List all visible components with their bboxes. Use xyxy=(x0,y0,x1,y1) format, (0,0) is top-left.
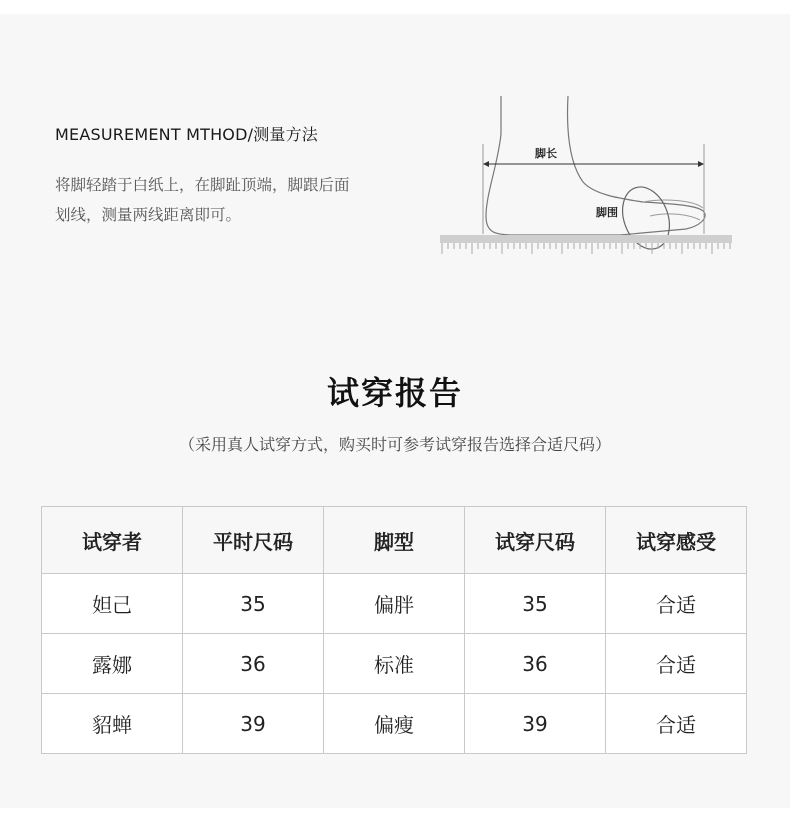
length-arrow-right xyxy=(698,161,704,167)
cell-foot-type: 偏胖 xyxy=(324,574,465,634)
foot-measurement-diagram xyxy=(438,94,738,262)
measurement-description-line: 将脚轻踏于白纸上，在脚趾顶端，脚跟后面 xyxy=(55,176,350,194)
column-header-usual-size: 平时尺码 xyxy=(183,507,324,574)
column-header-feeling: 试穿感受 xyxy=(606,507,747,574)
cell-feeling: 合适 xyxy=(606,634,747,694)
cell-usual-size: 36 xyxy=(183,634,324,694)
table-header-row xyxy=(42,507,747,574)
cell-usual-size: 35 xyxy=(183,574,324,634)
fitting-report-table xyxy=(41,506,747,754)
table-row xyxy=(42,574,747,634)
ruler-ticks xyxy=(442,243,730,254)
cell-tried-size: 36 xyxy=(465,634,606,694)
cell-tried-size: 39 xyxy=(465,694,606,754)
cell-tester: 妲己 xyxy=(42,574,183,634)
cell-tester: 露娜 xyxy=(42,634,183,694)
cell-feeling: 合适 xyxy=(606,574,747,634)
cell-tried-size: 35 xyxy=(465,574,606,634)
cell-feeling: 合适 xyxy=(606,694,747,754)
column-header-foot-type: 脚型 xyxy=(324,507,465,574)
table-row xyxy=(42,634,747,694)
length-arrow-left xyxy=(483,161,489,167)
foot-girth-label: 脚围 xyxy=(596,206,618,219)
foot-length-label: 脚长 xyxy=(535,147,557,160)
foot-outline-front xyxy=(568,96,706,235)
ground-strip xyxy=(440,235,732,243)
cell-tester: 貂蝉 xyxy=(42,694,183,754)
cell-foot-type: 标准 xyxy=(324,634,465,694)
measurement-title: MEASUREMENT MTHOD/测量方法 xyxy=(55,125,319,144)
cell-foot-type: 偏瘦 xyxy=(324,694,465,754)
toe-line xyxy=(650,214,700,220)
report-title: 试穿报告 xyxy=(326,374,463,412)
measurement-description-line: 划线，测量两线距离即可。 xyxy=(55,206,242,224)
column-header-tried-size: 试穿尺码 xyxy=(465,507,606,574)
measurement-description xyxy=(55,170,425,230)
report-subtitle: （采用真人试穿方式，购买时可参考试穿报告选择合适尺码） xyxy=(178,435,611,454)
column-header-tester: 试穿者 xyxy=(42,507,183,574)
table-row xyxy=(42,694,747,754)
cell-usual-size: 39 xyxy=(183,694,324,754)
